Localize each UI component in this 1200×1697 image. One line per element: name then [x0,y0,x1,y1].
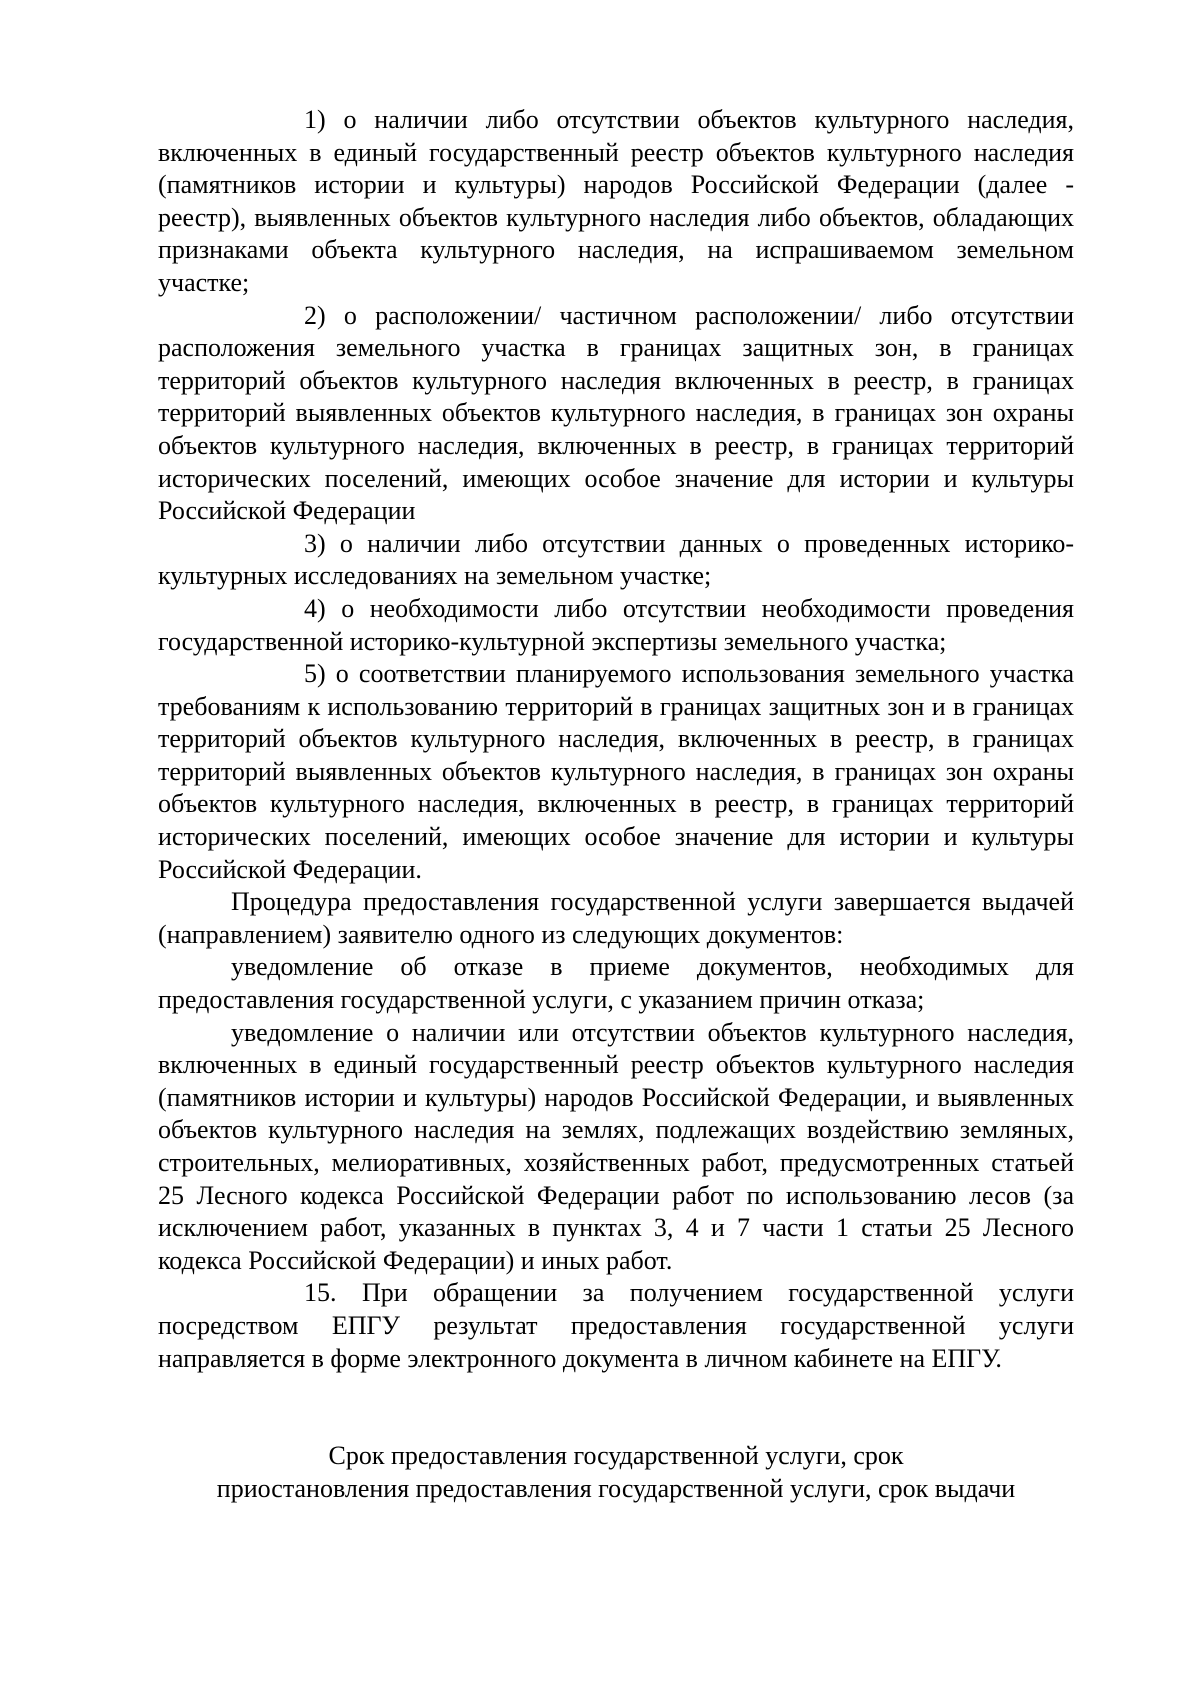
paragraph-text: Процедура предоставления государственной услуги завершается выдачей (направлением) заявителю одного из следующих документов: [158,887,1074,949]
list-item-text: о необходимости либо отсутствии необходимости проведения государственной историко-культурной экспертизы земельного участка; [158,593,1075,656]
section-heading-line-1: Срок предоставления государственной услуги, срок [328,1441,904,1471]
presence-notice-paragraph [158,1017,1074,1278]
list-item-1 [158,104,1074,300]
list-item-number: 1) [304,105,326,134]
list-item-5 [158,658,1074,886]
list-item-text: о соответствии планируемого использования земельного участка требованиям к использованию территорий в границах защитных зон и в границах территорий объектов культурного наследия, включенных в реестр, в границах территорий выявленных объектов культурного наследия, в границах зон охраны объектов культурного наследия, включенных в реестр, в границах территорий исторических поселений, имеющих особое значение для истории и культуры Российской Федерации. [158,659,1074,884]
paragraph-text: При обращении за получением государственной услуги посредством ЕПГУ результат предоставления государственной услуги направляется в форме электронного документа в личном кабинете на ЕПГУ. [158,1278,1075,1373]
list-item-number: 3) [304,528,326,558]
list-item-number: 5) [304,659,326,689]
section-heading-line-2: приостановления предоставления государственной услуги, срок выдачи [216,1473,1016,1503]
list-item-number: 4) [304,593,326,623]
list-item-text: о наличии либо отсутствии данных о проведенных историко-культурных исследованиях на земельном участке; [158,528,1075,591]
list-item-4 [158,593,1074,658]
clause-number: 15. [304,1278,337,1308]
section-spacer [158,1375,1074,1440]
list-item-text: о наличии либо отсутствии объектов культурного наследия, включенных в единый государственный реестр объектов культурного наследия (памятников истории и культуры) народов Российской Федерации (далее - реестр), выявленных объектов культурного наследия либо объектов, обладающих признаками объекта культурного наследия, на испрашиваемом земельном участке; [158,105,1074,297]
paragraph-text: уведомление о наличии или отсутствии объектов культурного наследия, включенных в единый государственный реестр объектов культурного наследия (памятников истории и культуры) народов Российской Федерации, и выявленных объектов культурного наследия на землях, подлежащих воздействию земляных, строительных, мелиоративных, хозяйственных работ, предусмотренных статьей 25 Лесного кодекса Российской Федерации работ по использованию лесов (за исключением работ, указанных в пунктах 3, 4 и 7 части 1 статьи 25 Лесного кодекса Российской Федерации) и иных работ. [158,1017,1074,1275]
list-item-2 [158,300,1074,528]
refusal-notice-paragraph [158,951,1074,1016]
list-item-3 [158,528,1074,593]
procedure-paragraph [158,886,1074,951]
paragraph-text: уведомление об отказе в приеме документов, необходимых для предоставления государственной услуги, с указанием причин отказа; [158,952,1074,1015]
list-item-number: 2) [304,300,326,330]
list-item-text: о расположении/ частичном расположении/ либо отсутствии расположения земельного участка в границах защитных зон, в границах территорий объектов культурного наследия включенных в реестр, в границах территорий выявленных объектов культурного наследия, в границах зон охраны объектов культурного наследия, включенных в реестр, в границах территорий исторических поселений, имеющих особое значение для истории и культуры Российской Федерации [158,300,1074,526]
clause-15-paragraph [158,1277,1074,1375]
